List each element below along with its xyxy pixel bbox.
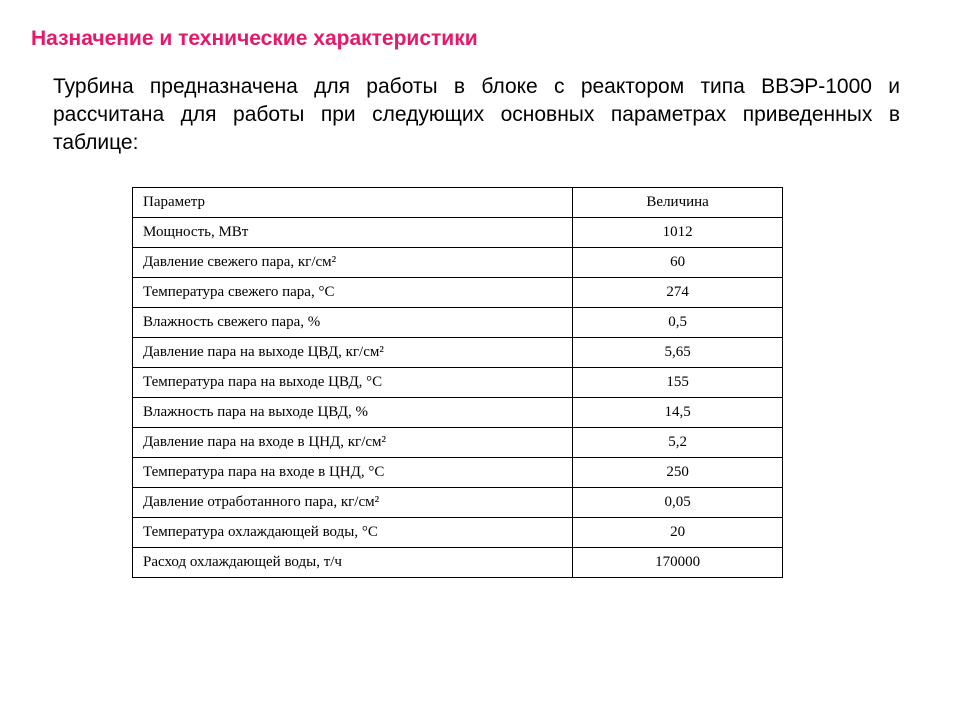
table-row [133, 218, 783, 248]
row-param: Мощность, МВт [133, 218, 573, 248]
row-param: Давление отработанного пара, кг/см² [133, 488, 573, 518]
row-value: 5,2 [573, 428, 783, 458]
table-row [133, 548, 783, 578]
table-row [133, 248, 783, 278]
row-value: 5,65 [573, 338, 783, 368]
row-param: Расход охлаждающей воды, т/ч [133, 548, 573, 578]
row-param: Давление пара на входе в ЦНД, кг/см² [133, 428, 573, 458]
row-param: Температура охлаждающей воды, °С [133, 518, 573, 548]
table-row [133, 398, 783, 428]
row-value: 14,5 [573, 398, 783, 428]
row-value: 0,5 [573, 308, 783, 338]
row-param: Влажность пара на выходе ЦВД, % [133, 398, 573, 428]
row-value: 250 [573, 458, 783, 488]
header-param: Параметр [133, 188, 573, 218]
row-param: Влажность свежего пара, % [133, 308, 573, 338]
table-header-row [133, 188, 783, 218]
table-row [133, 428, 783, 458]
row-value: 170000 [573, 548, 783, 578]
table-row [133, 308, 783, 338]
row-value: 1012 [573, 218, 783, 248]
row-value: 155 [573, 368, 783, 398]
table-row [133, 368, 783, 398]
intro-paragraph: Турбина предназначена для работы в блоке с реактором типа ВВЭР-1000 и рассчитана для работы при следующих основных параметрах приведенных в таблице: [53, 75, 900, 154]
table-row [133, 278, 783, 308]
table-row [133, 518, 783, 548]
row-value: 0,05 [573, 488, 783, 518]
row-value: 60 [573, 248, 783, 278]
table-row [133, 488, 783, 518]
row-param: Давление пара на выходе ЦВД, кг/см² [133, 338, 573, 368]
row-param: Температура пара на выходе ЦВД, °С [133, 368, 573, 398]
row-value: 20 [573, 518, 783, 548]
row-param: Давление свежего пара, кг/см² [133, 248, 573, 278]
row-param: Температура пара на входе в ЦНД, °С [133, 458, 573, 488]
table-row [133, 338, 783, 368]
row-value: 274 [573, 278, 783, 308]
page-title: Назначение и технические характеристики [31, 27, 478, 50]
table-row [133, 458, 783, 488]
row-param: Температура свежего пара, °С [133, 278, 573, 308]
parameters-table [132, 187, 783, 578]
header-value: Величина [573, 188, 783, 218]
